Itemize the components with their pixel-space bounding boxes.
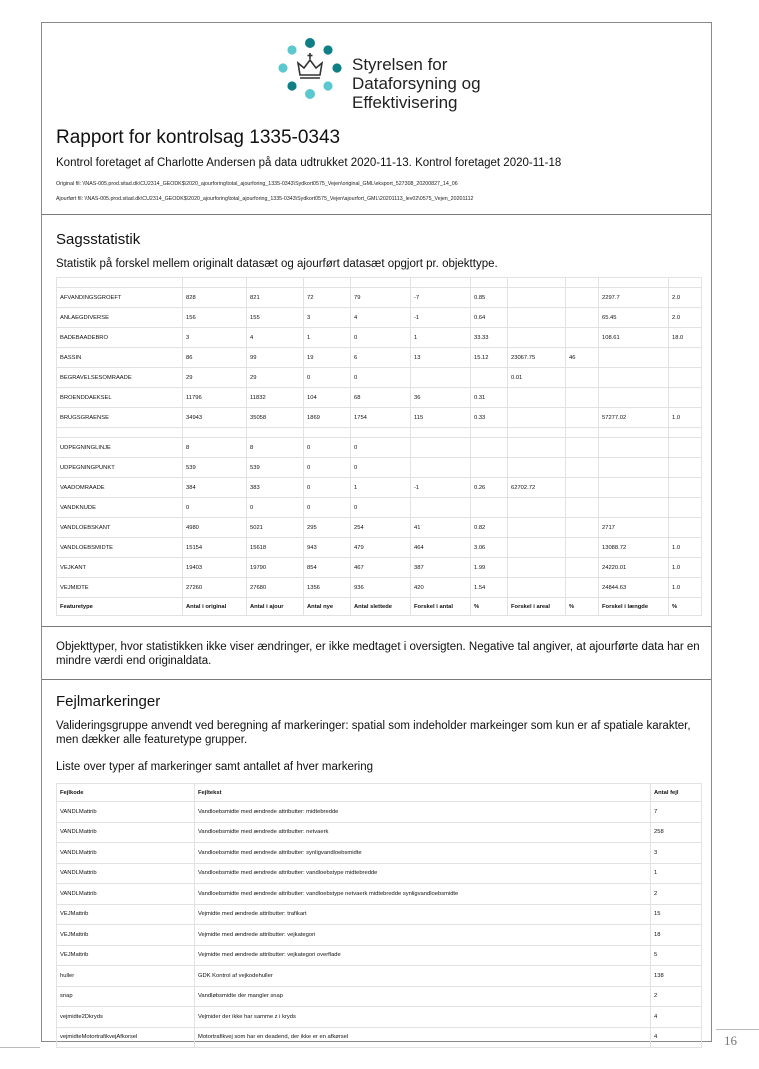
table-cell [508, 388, 566, 408]
table-cell [57, 428, 183, 438]
table-cell: 464 [411, 538, 471, 558]
report-page [41, 22, 712, 1042]
table-cell: 8 [183, 438, 247, 458]
table-row [57, 1007, 702, 1028]
table-row [57, 438, 702, 458]
table-cell: 0.85 [471, 288, 508, 308]
stats-note: Objekttyper, hvor statistikken ikke viser ændringer, er ikke medtaget i oversigten. Negative tal angiver, at ajourførte data har en mindre værdi end originaldata. [56, 641, 700, 667]
column-header: % [566, 598, 599, 616]
table-row [57, 822, 702, 843]
table-cell: 1.0 [669, 538, 702, 558]
table-cell [471, 278, 508, 288]
table-cell: 156 [183, 308, 247, 328]
table-cell [599, 368, 669, 388]
table-cell: 479 [351, 538, 411, 558]
table-row [57, 884, 702, 905]
table-cell: 0 [304, 368, 351, 388]
table-cell: 0 [304, 458, 351, 478]
table-cell [471, 368, 508, 388]
table-row [57, 428, 702, 438]
table-cell [508, 518, 566, 538]
table-row [57, 945, 702, 966]
table-cell: 1 [651, 863, 702, 884]
table-cell: Vejmidte med ændrede attributter: vejkategori overflade [195, 945, 651, 966]
table-cell [566, 408, 599, 428]
table-cell: 6 [351, 348, 411, 368]
table-cell [508, 558, 566, 578]
original-file-path: Original fil: \\NAS-005.prod.sitad.dk\CU2314_GEODK$\2020_ajourforing\total_ajourforing_1335-0343\Sydkort0575_Vejen\original_GML\eksport_527308_20200827_14_06 [56, 181, 458, 187]
table-cell: VANDLOEBSMIDTE [57, 538, 183, 558]
table-cell: BEGRAVELSESOMRAADE [57, 368, 183, 388]
table-cell [669, 498, 702, 518]
column-header: Forskel i antal [411, 598, 471, 616]
table-cell [411, 458, 471, 478]
table-cell [566, 428, 599, 438]
table-cell: 4 [351, 308, 411, 328]
table-cell: 4 [651, 1007, 702, 1028]
table-cell: Vejmidte med ændrede attributter: vejkategori [195, 925, 651, 946]
table-cell: 539 [183, 458, 247, 478]
table-cell: 0 [351, 438, 411, 458]
table-row [57, 458, 702, 478]
table-cell: 29 [247, 368, 304, 388]
table-cell: 0 [304, 498, 351, 518]
table-cell: 35058 [247, 408, 304, 428]
page-number: 16 [724, 1033, 737, 1048]
table-cell: 0 [247, 498, 304, 518]
table-cell: 3 [183, 328, 247, 348]
table-cell: -1 [411, 308, 471, 328]
table-cell: 155 [247, 308, 304, 328]
table-cell [351, 428, 411, 438]
table-cell: 0.01 [508, 368, 566, 388]
table-cell: 4 [247, 328, 304, 348]
table-cell [508, 278, 566, 288]
table-cell: BADEBAADEBRO [57, 328, 183, 348]
table-cell [566, 308, 599, 328]
table-cell: 2.0 [669, 308, 702, 328]
updated-file-path: Ajourført fil: \\NAS-005.prod.sitad.dk\CU2314_GEODK$\2020_ajourforing\total_ajourforing_1335-0343\Sydkort0575_Vejen\ajourfort_GML\20201113_lev02\0575_Vejen_20201112 [56, 196, 474, 202]
table-cell: 15.12 [471, 348, 508, 368]
table-row [57, 986, 702, 1007]
table-cell: 104 [304, 388, 351, 408]
table-cell: vejmidte2Dkryds [57, 1007, 195, 1028]
table-cell: Vandloebsmidte med ændrede attributter: midtebredde [195, 802, 651, 823]
column-header: Antal i original [183, 598, 247, 616]
table-cell: 57277.02 [599, 408, 669, 428]
column-header: Fejltekst [195, 784, 651, 802]
table-cell [508, 288, 566, 308]
table-cell [566, 498, 599, 518]
stats-table [56, 277, 702, 616]
table-cell: 19 [304, 348, 351, 368]
table-row [57, 538, 702, 558]
table-cell: 1.0 [669, 408, 702, 428]
table-cell [471, 458, 508, 478]
table-cell: 1356 [304, 578, 351, 598]
table-cell [669, 368, 702, 388]
table-cell [304, 428, 351, 438]
table-cell: 1.0 [669, 558, 702, 578]
table-cell: BROENDDAEKSEL [57, 388, 183, 408]
table-cell: 821 [247, 288, 304, 308]
table-cell: Vandloebsmidte med ændrede attributter: synligvandloebsmidte [195, 843, 651, 864]
table-cell: VANDLMattrib [57, 802, 195, 823]
table-cell: VANDLMattrib [57, 843, 195, 864]
agency-logo [270, 33, 510, 123]
column-header: % [669, 598, 702, 616]
table-cell: 13088.72 [599, 538, 669, 558]
table-cell: 1 [351, 478, 411, 498]
table-cell: 29 [183, 368, 247, 388]
table-cell [669, 428, 702, 438]
table-row [57, 558, 702, 578]
table-cell: 0 [351, 368, 411, 388]
table-cell: Vejmider der ikke har samme z i kryds [195, 1007, 651, 1028]
table-cell: 27680 [247, 578, 304, 598]
table-cell: 1869 [304, 408, 351, 428]
table-cell [351, 278, 411, 288]
table-cell: UDPEGNINGLINJE [57, 438, 183, 458]
table-cell [566, 328, 599, 348]
column-header: % [471, 598, 508, 616]
table-row [57, 966, 702, 987]
table-cell: 0.26 [471, 478, 508, 498]
table-cell: 383 [247, 478, 304, 498]
table-cell: 2 [651, 884, 702, 905]
column-header: Featuretype [57, 598, 183, 616]
table-row [57, 802, 702, 823]
table-cell: 2.0 [669, 288, 702, 308]
table-cell: 0 [304, 478, 351, 498]
table-cell [669, 458, 702, 478]
table-cell: 0 [183, 498, 247, 518]
table-cell: 467 [351, 558, 411, 578]
report-subtitle: Kontrol foretaget af Charlotte Andersen på data udtrukket 2020-11-13. Kontrol foretaget 2020-11-18 [56, 157, 562, 169]
crown-dots-logo-icon [270, 33, 350, 113]
table-cell [411, 368, 471, 388]
column-header: Fejlkode [57, 784, 195, 802]
validation-text: Valideringsgruppe anvendt ved beregning af markeringer: spatial som indeholder markeinger som kun er af spatiale karakter, men dækker alle featuretype grupper. [56, 720, 691, 746]
table-cell: 295 [304, 518, 351, 538]
report-title: Rapport for kontrolsag 1335-0343 [56, 127, 341, 148]
table-cell: VANDLMattrib [57, 863, 195, 884]
table-cell: 19790 [247, 558, 304, 578]
table-cell [508, 308, 566, 328]
table-cell: 0.33 [471, 408, 508, 428]
column-header: Forskel i længde [599, 598, 669, 616]
table-cell: 3.06 [471, 538, 508, 558]
table-cell: vejmidteMotortrafikvejAfkorsel [57, 1027, 195, 1048]
table-cell [599, 498, 669, 518]
table-cell [57, 278, 183, 288]
table-cell: 4 [651, 1027, 702, 1048]
table-cell: 23067.75 [508, 348, 566, 368]
section-divider [42, 679, 711, 680]
table-row [57, 578, 702, 598]
section-divider [42, 626, 711, 627]
table-cell: 33.33 [471, 328, 508, 348]
table-cell: 1 [304, 328, 351, 348]
table-cell: Motortrafikvej som har en deadend, der ikke er en afkørsel [195, 1027, 651, 1048]
table-cell [508, 538, 566, 558]
table-cell [247, 428, 304, 438]
table-cell: 2 [651, 986, 702, 1007]
table-cell: 936 [351, 578, 411, 598]
table-cell [566, 368, 599, 388]
table-cell [411, 498, 471, 518]
table-cell: 108.61 [599, 328, 669, 348]
page-number-rule [716, 1029, 759, 1030]
table-cell: 46 [566, 348, 599, 368]
table-cell: 138 [651, 966, 702, 987]
table-cell: Vejmidte med ændrede attributter: trafikart [195, 904, 651, 925]
table-cell [508, 438, 566, 458]
table-cell [599, 278, 669, 288]
table-cell: 2717 [599, 518, 669, 538]
table-row [57, 1027, 702, 1048]
table-cell: 3 [304, 308, 351, 328]
table-cell [566, 388, 599, 408]
table-cell: 99 [247, 348, 304, 368]
table-cell: 62702.72 [508, 478, 566, 498]
table-cell: 24844.63 [599, 578, 669, 598]
table-cell: 1754 [351, 408, 411, 428]
table-cell [471, 428, 508, 438]
table-cell [669, 278, 702, 288]
table-cell: 1 [411, 328, 471, 348]
table-row [57, 278, 702, 288]
table-cell: VEJMattrib [57, 945, 195, 966]
table-cell [566, 558, 599, 578]
table-cell: Vandløbsmidte der mangler snap [195, 986, 651, 1007]
table-cell: 11796 [183, 388, 247, 408]
table-cell [508, 408, 566, 428]
table-cell [669, 518, 702, 538]
column-header: Forskel i areal [508, 598, 566, 616]
table-cell: 539 [247, 458, 304, 478]
table-row [57, 368, 702, 388]
table-cell: 41 [411, 518, 471, 538]
table-cell: 34943 [183, 408, 247, 428]
table-cell [566, 278, 599, 288]
table-cell: Vandloebsmidte med ændrede attributter: vandloebstype midtebredde [195, 863, 651, 884]
table-cell: 79 [351, 288, 411, 308]
table-cell [411, 438, 471, 458]
column-header: Antal fejl [651, 784, 702, 802]
table-cell: -1 [411, 478, 471, 498]
table-cell [183, 428, 247, 438]
table-row [57, 478, 702, 498]
table-cell: 3 [651, 843, 702, 864]
section-divider [42, 214, 711, 215]
table-row [57, 863, 702, 884]
table-cell: 68 [351, 388, 411, 408]
errors-table [56, 783, 702, 1048]
table-row [57, 308, 702, 328]
table-cell: BRUGSGRAENSE [57, 408, 183, 428]
table-cell: 0 [351, 328, 411, 348]
table-cell: 0.31 [471, 388, 508, 408]
table-cell [508, 428, 566, 438]
table-cell [508, 498, 566, 518]
table-cell: 8 [247, 438, 304, 458]
table-cell [669, 348, 702, 368]
table-cell [599, 458, 669, 478]
table-row [57, 925, 702, 946]
table-cell: 13 [411, 348, 471, 368]
table-row [57, 904, 702, 925]
table-cell: 4980 [183, 518, 247, 538]
column-header: Antal i ajour [247, 598, 304, 616]
table-cell: 387 [411, 558, 471, 578]
table-cell [599, 388, 669, 408]
column-header: Antal nye [304, 598, 351, 616]
table-cell [183, 278, 247, 288]
table-cell: 27260 [183, 578, 247, 598]
table-cell: VANDLOEBSKANT [57, 518, 183, 538]
table-cell: 254 [351, 518, 411, 538]
table-row [57, 388, 702, 408]
table-cell: 258 [651, 822, 702, 843]
table-cell: 7 [651, 802, 702, 823]
table-cell [566, 438, 599, 458]
stats-intro: Statistik på forskel mellem originalt datasæt og ajourført datasæt opgjort pr. objekttype. [56, 258, 498, 270]
table-row [57, 408, 702, 428]
table-cell: VANDKNUDE [57, 498, 183, 518]
table-row [57, 328, 702, 348]
table-cell: 420 [411, 578, 471, 598]
errors-heading: Fejlmarkeringer [56, 693, 161, 710]
table-header-row [57, 598, 702, 616]
table-cell: 36 [411, 388, 471, 408]
table-cell: 2297.7 [599, 288, 669, 308]
table-cell [599, 478, 669, 498]
table-cell: 1.99 [471, 558, 508, 578]
table-cell [471, 498, 508, 518]
table-cell: AFVANDINGSGROEFT [57, 288, 183, 308]
column-header: Antal slettede [351, 598, 411, 616]
table-cell [247, 278, 304, 288]
table-cell: -7 [411, 288, 471, 308]
table-cell [566, 518, 599, 538]
table-row [57, 498, 702, 518]
table-cell: 72 [304, 288, 351, 308]
table-cell: 19403 [183, 558, 247, 578]
table-cell: 15618 [247, 538, 304, 558]
table-cell: Vandloebsmidte med ændrede attributter: netvaerk [195, 822, 651, 843]
table-cell [566, 288, 599, 308]
table-cell [508, 578, 566, 598]
table-cell [508, 328, 566, 348]
table-cell: ANLAEGDIVERSE [57, 308, 183, 328]
table-cell: VEJMattrib [57, 925, 195, 946]
table-cell: 828 [183, 288, 247, 308]
agency-name-line-3: Effektivisering [352, 93, 458, 112]
table-cell: 24220.01 [599, 558, 669, 578]
table-cell: UDPEGNINGPUNKT [57, 458, 183, 478]
table-cell [566, 538, 599, 558]
errors-list-title: Liste over typer af markeringer samt antallet af hver markering [56, 761, 374, 773]
table-cell [669, 438, 702, 458]
table-cell [566, 478, 599, 498]
table-cell: 384 [183, 478, 247, 498]
stats-heading: Sagsstatistik [56, 231, 141, 248]
table-cell: Vandloebsmidte med ændrede attributter: vandloebstype netvaerk midtebredde synligvandloebsmidte [195, 884, 651, 905]
table-cell: 0 [351, 498, 411, 518]
table-cell: VANDLMattrib [57, 822, 195, 843]
table-cell: 0 [351, 458, 411, 478]
table-cell [669, 478, 702, 498]
table-row [57, 843, 702, 864]
table-cell: 0.64 [471, 308, 508, 328]
table-cell [599, 348, 669, 368]
agency-name-line-2: Dataforsyning og [352, 74, 481, 93]
agency-name [352, 55, 481, 112]
table-cell [599, 428, 669, 438]
table-cell [411, 428, 471, 438]
table-row [57, 518, 702, 538]
table-cell: VAADOMRAADE [57, 478, 183, 498]
table-cell [304, 278, 351, 288]
table-cell: VEJMIDTE [57, 578, 183, 598]
agency-name-line-1: Styrelsen for [352, 55, 448, 74]
table-cell: huller [57, 966, 195, 987]
table-cell: 11832 [247, 388, 304, 408]
table-cell: 15154 [183, 538, 247, 558]
table-cell [566, 458, 599, 478]
table-cell: 854 [304, 558, 351, 578]
table-cell: 18.0 [669, 328, 702, 348]
table-cell: 943 [304, 538, 351, 558]
table-row [57, 348, 702, 368]
table-cell: GDK Kontrol af vejkodehuller [195, 966, 651, 987]
table-cell: snap [57, 986, 195, 1007]
table-cell [508, 458, 566, 478]
table-cell: 5021 [247, 518, 304, 538]
table-cell: VEJMattrib [57, 904, 195, 925]
table-cell: 5 [651, 945, 702, 966]
table-cell: 1.54 [471, 578, 508, 598]
table-header-row [57, 784, 702, 802]
table-cell: 0 [304, 438, 351, 458]
table-cell: VEJKANT [57, 558, 183, 578]
table-cell: VANDLMattrib [57, 884, 195, 905]
table-cell: 18 [651, 925, 702, 946]
table-cell: 0.82 [471, 518, 508, 538]
table-cell [411, 278, 471, 288]
table-cell: 115 [411, 408, 471, 428]
table-cell: 1.0 [669, 578, 702, 598]
table-cell: 86 [183, 348, 247, 368]
table-cell: 15 [651, 904, 702, 925]
footer-rule [0, 1047, 40, 1048]
table-cell: 65.45 [599, 308, 669, 328]
table-cell: BASSIN [57, 348, 183, 368]
table-cell [566, 578, 599, 598]
table-cell [599, 438, 669, 458]
table-cell [471, 438, 508, 458]
table-cell [669, 388, 702, 408]
table-row [57, 288, 702, 308]
